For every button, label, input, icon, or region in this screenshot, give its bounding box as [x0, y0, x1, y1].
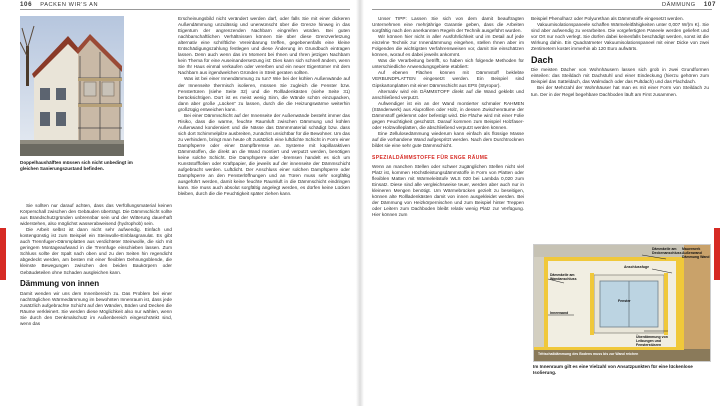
paragraph: Eine Zellulosedämmung wiederum kann einfach als flüssige Masse auf die vorhandene Wand aufgespritzt werden. Nach dem Durchtrocknen bildet sie eine sehr gute Dämmschicht.	[372, 130, 524, 148]
label-wall-insulation: Mauerwerk Außenwand Dämmung Wand	[682, 247, 710, 259]
left-page-number: 106	[20, 1, 33, 8]
insulation-diagram-drawing	[534, 245, 710, 361]
label-inner-wall: Innenwand	[550, 311, 569, 315]
paragraph: Wenn an manchen Stellen oder schwer zugänglichen Stellen nicht viel Platz ist, kommen Höchstleistungsdämmstoffe in Form von Platten oder flexiblen Matten mit Wärmeleitstufe WLS 020 bei Lambda 0,020 zum Einsatz. Diese sind alle vergleichsweise teuer, werden aber auch nur in kleineren Mengen benötigt. Um Wärmebrücken gezielt zu beseitigen, können alte Rollladenkästen damit von innen ausgekleidet werden. Bei der Dämmung von Heizkörpernischen und zum Beispiel hinter Treppen oder Leitern zum Dachboden bleibt relativ wenig Platz zur Verfügung. Hier können zum	[372, 164, 524, 218]
insulation-diagram	[533, 244, 711, 362]
left-column-2	[178, 16, 350, 197]
label-floor-insulation: Trittschalldämmung des Bodens muss bis zur Wand reichen	[538, 352, 639, 356]
paragraph: Was die Verarbeitung betrifft, so haben sich folgende Methoden für unterschiedliche Anwendungsgebiete etabliert:	[372, 58, 524, 70]
diagram-caption: Im Innenraum gilt es eine Vielzahl von Ansatzpunkten für eine lückenlose Isolierung.	[533, 364, 693, 375]
paragraph: Sie sollten nur darauf achten, dass das Verfüllungsmaterial keinen Körperschall zwischen den Gebäuden überträgt. Die Dämmschicht sollte aus Brandschutzgründen unbrennbar sein und der Witterung dauerhaft widerstehen, also möglichst wasserabweisend (hydrophob) sein.	[20, 203, 172, 227]
paragraph: Aufwendiger ist ein an der Wand montierter schmaler RAHMEN (Ständerwerk) aus Aluprofilen oder Holz, in dessen Zwischenräume der Dämmstoff geklemmt oder befestigt wird. Die Fläche wird mit einer Folie gegen Feuchtigkeit geschützt. Darauf kommen zum Beispiel Holzfaser- oder Holzwolleplatten, die abschließend verputzt werden können.	[372, 100, 524, 130]
right-column-1	[372, 16, 524, 219]
left-header-rule	[20, 9, 350, 10]
paragraph: Auf ebenen Flächen können mit Dämmstoff beklebte VERBUNDPLATTEN eingesetzt werden. Ein Beispiel sind Gipskartonplatten mit einer Dämmschicht aus EPS (Styropor).	[372, 70, 524, 88]
section-heading-dach: Dach	[531, 55, 554, 66]
left-red-tab	[0, 228, 6, 280]
left-running-head: PACKEN WIR'S AN	[40, 2, 99, 8]
right-header-rule	[372, 9, 712, 10]
label-ceiling-insulation: Dämmkeile am Deckenanschluss	[652, 247, 682, 255]
section-heading-innen: Dämmung von innen	[20, 278, 100, 288]
house-photo	[20, 16, 124, 156]
left-page	[0, 0, 358, 406]
paragraph: Beispiel Phenolharz oder Polyurethan als Dämmstoffe eingesetzt werden.	[531, 16, 684, 21]
right-column-2	[531, 16, 709, 98]
paragraph: Bei einer Dämmschicht auf der Innenseite der Außenwände besteht immer das Risiko, dass die warme, feuchte Raumluft zwischen Dämmung und kühlen Außenwand kondensiert und die Nässe das Dämmmaterial schädigt bzw. dass sich dort Schimmelpilze ausbreiten, zunächst unsichtbar für die Bewohner. Um das zu verhindern, bringt man heute oft zusätzlich eine luftdichte Schicht in Form einer Dampfsperre oder einer Dampfbremse an. Systeme mit kapillaraktiven Dämmstoffen, die direkt an die Wand montiert und verputzt werden, benötigen keine solche Schicht. Die Dampfsperre oder -bremsen handelt es sich um Kunststofffolien oder Kraftpapier, die jeweils auf der innenseite der Dämmschicht aufgebracht werden. Luftdicht. Der Anschluss einer solchen Dampfsperre oder Dampfsperre an den Fensterlöffnungen und an Türen muss sehr sorgfältig ausgeführt werden, damit keine feuchte Raumluft in die Dämmschicht eindringen kann. Sie muss auch absolut sorgfältig angelegt werden, es dürfen keine Lücken bleiben, durch die die Feuchtigkeit später ziehen kann.	[178, 112, 350, 197]
paragraph: Alternativ wird ein DÄMMSTOFF direkt auf die Wand geklebt und anschließend verputzt.	[372, 88, 524, 100]
paragraph: Vakuumisolationspaneele schaffen Wärmeleitfähigkeiten unter 0,007 W/(m K). Sie sind aber aufwendig zu verarbeiten. Die vorgefertigten Paneele werden geliefert und vor Ort nur noch verlegt. Sie dürfen dabei keinesfalls beschädigt werden, sonst ist die Wirkung dahin. Ein Quadratmeter Vakuumisolationspaneel mit einer Dicke von zwei Zentimetern kostet immerhin ab 120 Euro aufwärts.	[531, 22, 709, 52]
paragraph: Bei der Mehrzahl der Wohnhäuser hat man es mit einer Form von Steildach zu tun. Der in der Regel begehbare Dachboden läuft am First zusammen.	[531, 85, 709, 97]
paragraph: Die meisten Dächer von Wohnhäusern lassen sich grob in zwei Grundformen einteilen: das Steildach mit Dachstuhl und einer Eindeckung (hierzu gehören zum Beispiel das Satteldach, das Walmdach oder das Pultdach) und das Flachdach.	[531, 67, 709, 85]
left-column-1	[20, 203, 172, 327]
label-wall-wedges: Dämmkeile am Wandanschluss	[550, 273, 577, 281]
label-window: Fenster	[618, 299, 631, 303]
paragraph: Erscheinungsbild nicht verändert werden darf, oder falls Sie mit einer dickeren Außendämmung unzulässig und unerwünscht über die Grenze hinweg in das Eigentum der angrenzenden Nachbarn eingreifen würden. Bei guten nachbarschaftlichen Verhältnissen können Sie über diese Grenzverletzung alternativ eine schriftliche Vereinbarung treffen, gegebenenfalls eine kleine Entschädigungszahlung festlegen und diese Änderung im Grundbuch eintragen lassen. Denn auch wenn das im Moment bei Ihnen und Ihren jetzigen Nachbarn kein Thema für eine Auseinandersetzung ist: Dies kann sich schnell ändern, wenn Sie Ihr Haus einmal verkaufen oder vererben und ein neuer Eigentümer mit dem Nachbarn aus irgendwelchen Gründen in Streit geraten sollten.	[178, 16, 350, 76]
label-connection-joint: Anschlussfuge	[624, 265, 650, 269]
paragraph: Damit wenden wir uns dem Innenbereich zu. Das Problem bei einer nachträglichen Wärmedämmung im bewohnten Innenraum ist, dass jede zusätzlich aufgebrachte Schicht auf den Wänden, Böden und Decken die Räume verkleinert. Sie werden diese Möglichkeit also nur wählen, wenn Sie durch den Denkmalschutz im Außenbereich eingeschränkt sind, wenn das	[20, 290, 172, 326]
paragraph: Wir können hier nicht in aller Ausführlichkeit und im Detail auf jede einzelne Technik zur Innendämmung eingehen, stellen Ihnen aber im Folgenden die wichtigsten Verfahrensweisen vor, damit Sie einschätzen können, worauf es dabei jeweils ankommt.	[372, 34, 524, 58]
right-red-tab	[714, 228, 720, 280]
paragraph: Unser TIPP: Lassen Sie sich von dem damit beauftragten Unternehmen eine mehrjährige Garantie geben, dass die Arbeiten sorgfältig nach den anerkannten Regeln der Technik ausgeführt wurden.	[372, 16, 524, 34]
right-page-number: 107	[703, 1, 716, 8]
left-running-header	[20, 1, 98, 8]
right-running-header	[662, 1, 716, 8]
paragraph: Was ist bei einer Innendämmung zu tun? Wie bei der kühlen Außenwände auf der Innenseite thermisch isolieren, müssen Sie zugleich die Fenster bzw. Fenstertüren (siehe Seite 32) und die Rollladenkästen (siehe Seite 31) berücksichtigen. Dort ist es meist wenig Sinn, die Wände schön einzupacken, dann aber große „Lücken“ zu lassen, durch die die Heizungswärme weiterhin großzügig entweichen kann.	[178, 76, 350, 112]
section-heading-spezial: SPEZIALDÄMMSTOFFE FÜR ENGE RÄUME	[372, 155, 489, 162]
paragraph: Die Arbeit selbst ist dann nicht sehr aufwendig. Einfach und kostengünstig ist zum Beispiel ein Steinwolle-Einblasgranulat. Es gibt auch Trennfugen-Dämmplatten aus verdichteter Steinwolle, die sich mit geringem Montageaufwand in die Trennfuge einschieben lassen. Zum Schluss sollte der Spalt nach oben und zu den Seiten hin regendicht abgedeckt werden, am besten mit einer flexiblen Dehnungsblende, die kleinste Bewegungen zwischen den beiden Baukörpern oder Gebäudeteilen ohne Schaden ausgleichen kann.	[20, 227, 172, 275]
label-window-reveal: Überdämmung von Leibungen und Fensterstürzen	[636, 335, 668, 347]
house-photo-illustration	[20, 16, 124, 156]
right-running-head: DÄMMUNG	[661, 2, 696, 8]
photo-caption: Doppelhaushälften müssen sich nicht unbedingt im gleichen Sanierungszustand befinden.	[20, 160, 133, 171]
